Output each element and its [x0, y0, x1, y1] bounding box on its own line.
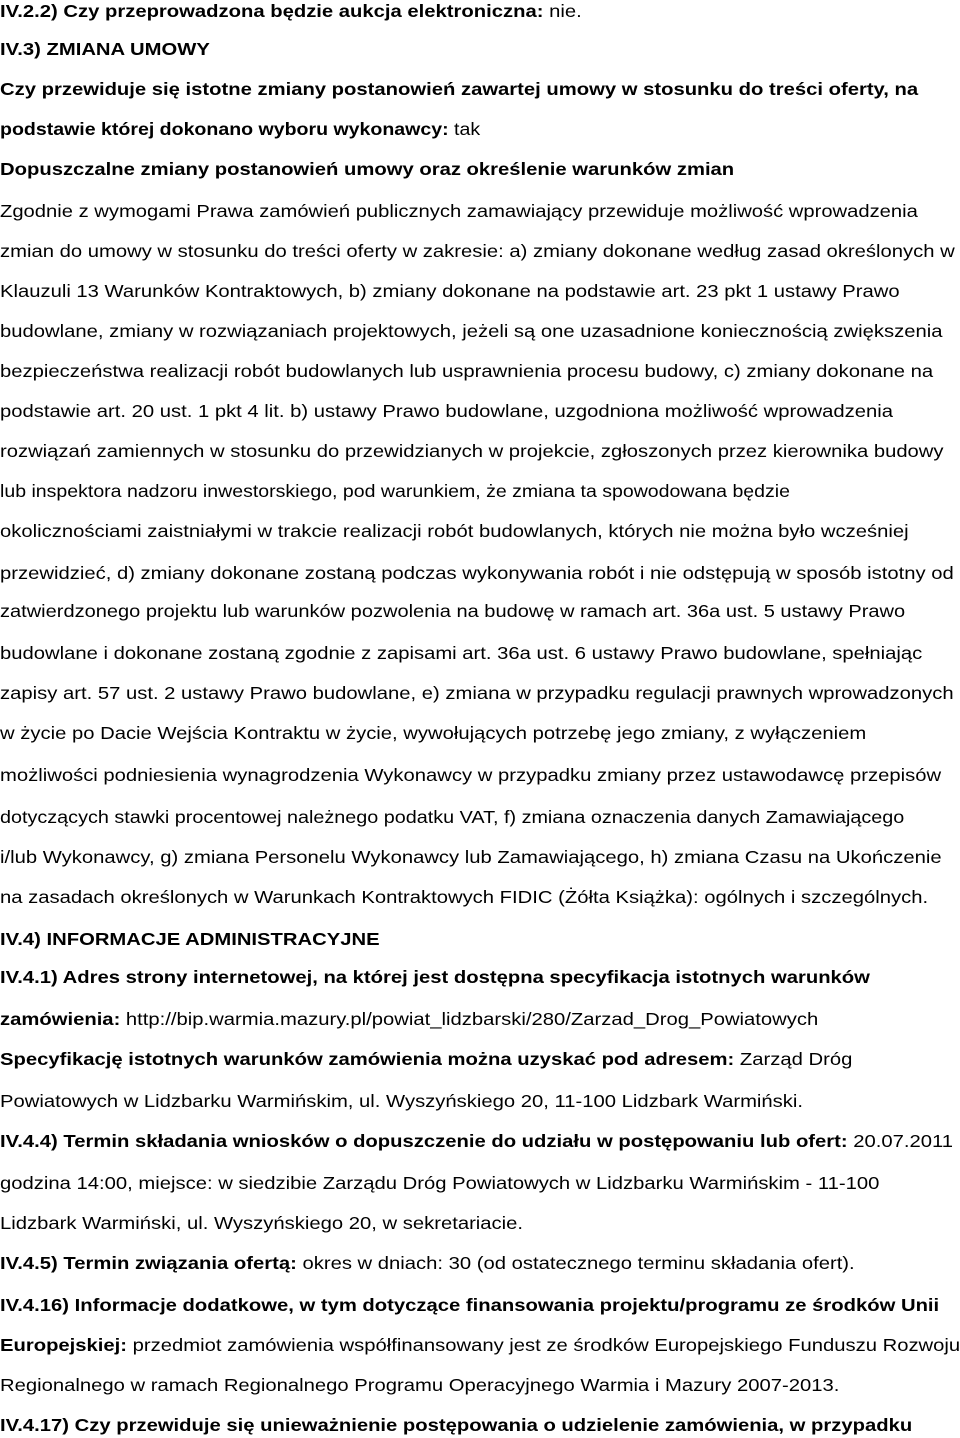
body-text: dotyczących stawki procentowej należnego podatku VAT, f) zmiana oznaczenia danych Zamawiającego [0, 807, 905, 827]
body-text: bezpieczeństwa realizacji robót budowlanych lub usprawnienia procesu budowy, c) zmiany dokonane na [0, 361, 934, 381]
text-line [0, 520, 909, 542]
text-line [0, 928, 380, 950]
body-text: Zgodnie z wymogami Prawa zamówień publicznych zamawiający przewiduje możliwość wprowadzenia [0, 201, 918, 221]
text-line [0, 320, 942, 342]
text-line [0, 846, 942, 868]
body-text: Klauzuli 13 Warunków Kontraktowych, b) zmiany dokonane na podstawie art. 23 pkt 1 ustawy Prawo [0, 281, 900, 301]
text-line [0, 642, 922, 664]
body-text: godzina 14:00, miejsce: w siedzibie Zarządu Dróg Powiatowych w Lidzbarku Warmińskim - 11-100 [0, 1173, 880, 1193]
text-line [0, 78, 918, 100]
body-text: Regionalnego w ramach Regionalnego Programu Operacyjnego Warmia i Mazury 2007-2013. [0, 1375, 840, 1395]
bold-label: Czy przewiduje się istotne zmiany postanowień zawartej umowy w stosunku do treści oferty, na [0, 79, 919, 99]
text-line [0, 400, 893, 422]
body-text: rozwiązań zamiennych w stosunku do przewidzianych w projekcie, zgłoszonych przez kierownika budowy [0, 441, 944, 461]
text-line [0, 440, 944, 462]
text-line [0, 1334, 960, 1356]
text-line [0, 806, 904, 828]
text-line [0, 1294, 939, 1316]
body-text: przewidzieć, d) zmiany dokonane zostaną podczas wykonywania robót i nie odstępują w sposób istotny od [0, 563, 954, 583]
text-line [0, 966, 870, 988]
body-text: budowlane i dokonane zostaną zgodnie z zapisami art. 36a ust. 6 ustawy Prawo budowlane, spełniając [0, 643, 923, 663]
body-text: przedmiot zamówienia współfinansowany jest ze środków Europejskiego Funduszu Rozwoju [127, 1335, 960, 1355]
text-line [0, 1414, 912, 1436]
body-text: 20.07.2011 [847, 1131, 954, 1151]
bold-label: IV.4.16) Informacje dodatkowe, w tym dotyczące finansowania projektu/programu ze środków Unii [0, 1295, 940, 1315]
body-text: zapisy art. 57 ust. 2 ustawy Prawo budowlane, e) zmiana w przypadku regulacji prawnych wprowadzonych [0, 683, 954, 703]
text-line [0, 1130, 953, 1152]
bold-label: podstawie której dokonano wyboru wykonawcy: [0, 119, 449, 139]
text-line [0, 562, 954, 584]
text-line [0, 1090, 803, 1112]
text-line [0, 158, 734, 180]
body-text: możliwości podniesienia wynagrodzenia Wykonawcy w przypadku zmiany przez ustawodawcę przepisów [0, 765, 942, 785]
bold-label: Specyfikację istotnych warunków zamówienia można uzyskać pod adresem: [0, 1049, 735, 1069]
bold-label: IV.3) ZMIANA UMOWY [0, 39, 210, 59]
body-text: okres w dniach: 30 (od ostatecznego terminu składania ofert). [296, 1253, 855, 1273]
text-line [0, 118, 480, 140]
body-text: budowlane, zmiany w rozwiązaniach projektowych, jeżeli są one uzasadnione koniecznością zwiększenia [0, 321, 943, 341]
bold-label: IV.4.17) Czy przewiduje się unieważnienie postępowania o udzielenie zamówienia, w przypadku [0, 1415, 913, 1435]
text-line [0, 240, 955, 262]
bold-label: Dopuszczalne zmiany postanowień umowy oraz określenie warunków zmian [0, 159, 735, 179]
bold-label: IV.2.2) Czy przeprowadzona będzie aukcja elektroniczna: [0, 1, 544, 21]
bold-label: IV.4.1) Adres strony internetowej, na której jest dostępna specyfikacja istotnych warunków [0, 967, 870, 987]
text-line [0, 1212, 523, 1234]
text-line [0, 764, 941, 786]
text-line [0, 360, 933, 382]
body-text: lub inspektora nadzoru inwestorskiego, pod warunkiem, że zmiana ta spowodowana będzie [0, 481, 790, 501]
body-text: podstawie art. 20 ust. 1 pkt 4 lit. b) ustawy Prawo budowlane, uzgodniona możliwość wprowadzenia [0, 401, 893, 421]
text-line [0, 38, 210, 60]
body-text: okolicznościami zaistniałymi w trakcie realizacji robót budowlanych, których nie można było wcześniej [0, 521, 909, 541]
body-text: zmian do umowy w stosunku do treści oferty w zakresie: a) zmiany dokonane według zasad określonych w [0, 241, 955, 261]
text-line [0, 682, 954, 704]
body-text: i/lub Wykonawcy, g) zmiana Personelu Wykonawcy lub Zamawiającego, h) zmiana Czasu na Ukończenie [0, 847, 942, 867]
text-line [0, 600, 905, 622]
body-text: Lidzbark Warmiński, ul. Wyszyńskiego 20, w sekretariacie. [0, 1213, 524, 1233]
text-line [0, 280, 900, 302]
body-text: tak [448, 119, 481, 139]
text-line [0, 1048, 852, 1070]
body-text: w życie po Dacie Wejścia Kontraktu w życie, wywołujących potrzebę jego zmiany, z wyłączeniem [0, 723, 867, 743]
text-line [0, 200, 918, 222]
bold-label: IV.4.5) Termin związania ofertą: [0, 1253, 297, 1273]
text-line [0, 1374, 839, 1396]
body-text: Powiatowych w Lidzbarku Warmińskim, ul. Wyszyńskiego 20, 11-100 Lidzbark Warmiński. [0, 1091, 804, 1111]
text-line [0, 1252, 855, 1274]
text-line [0, 0, 582, 22]
text-line [0, 722, 866, 744]
body-text: nie. [543, 1, 582, 21]
bold-label: IV.4.4) Termin składania wniosków o dopuszczenie do udziału w postępowaniu lub ofert: [0, 1131, 848, 1151]
body-text: na zasadach określonych w Warunkach Kontraktowych FIDIC (Żółta Książka): ogólnych i szczególnych. [0, 887, 929, 907]
body-text: zatwierdzonego projektu lub warunków pozwolenia na budowę w ramach art. 36a ust. 5 ustawy Prawo [0, 601, 906, 621]
bold-label: Europejskiej: [0, 1335, 128, 1355]
body-text: Zarząd Dróg [734, 1049, 853, 1069]
text-line [0, 1008, 818, 1030]
text-line [0, 1172, 879, 1194]
body-text: http://bip.warmia.mazury.pl/powiat_lidzbarski/280/Zarzad_Drog_Powiatowych [120, 1009, 819, 1029]
bold-label: zamówienia: [0, 1009, 121, 1029]
bold-label: IV.4) INFORMACJE ADMINISTRACYJNE [0, 929, 380, 949]
text-line [0, 886, 928, 908]
text-line [0, 480, 790, 502]
